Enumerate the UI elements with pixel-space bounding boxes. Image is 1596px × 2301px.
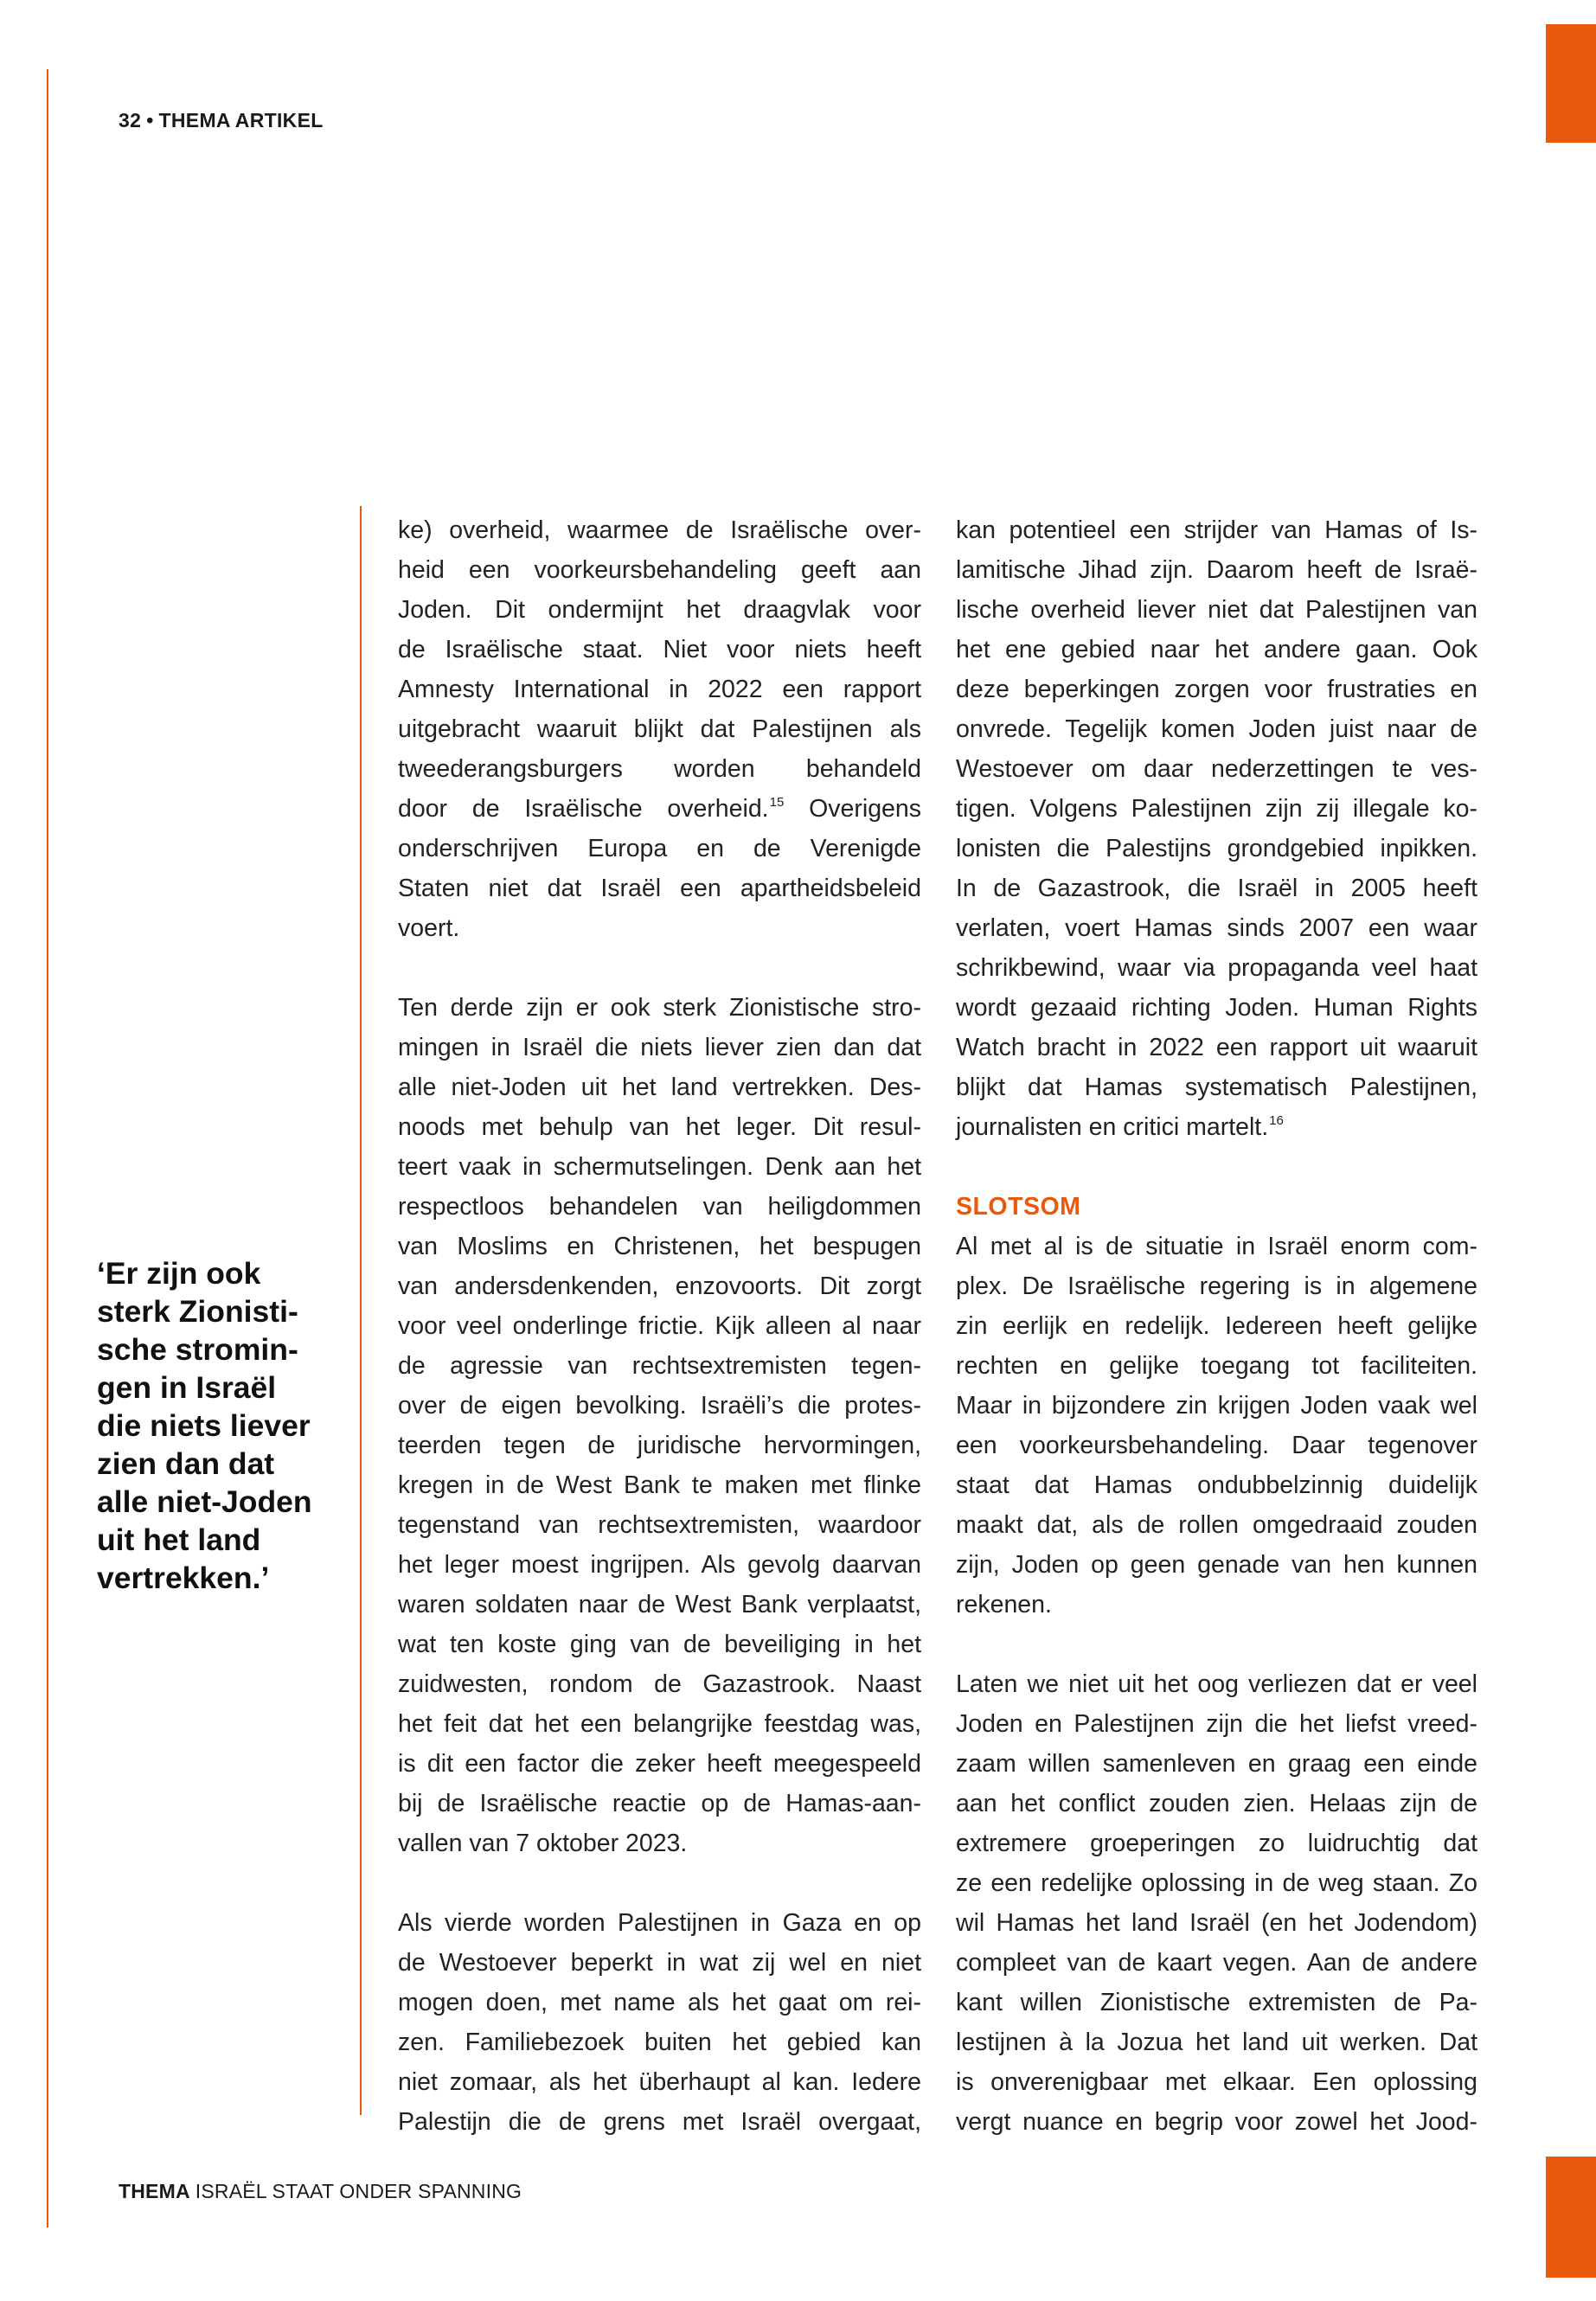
- text-line: Amnesty International in 2022 een rapport: [398, 676, 921, 703]
- text-line: verlaten, voert Hamas sinds 2007 een waar: [956, 914, 1477, 942]
- text-line: lische overheid liever niet dat Palestijnen van: [956, 596, 1477, 624]
- text-line: waren soldaten naar de West Bank verplaatst,: [398, 1591, 921, 1618]
- magazine-name: THEMA: [119, 2180, 190, 2202]
- text-line: lestijnen à la Jozua het land uit werken. Dat: [956, 2029, 1477, 2056]
- text-line: uitgebracht waaruit blijkt dat Palestijnen als: [398, 715, 921, 743]
- text-line: Westoever om daar nederzettingen te ves-: [956, 755, 1477, 783]
- text-line: ze een redelijke oplossing in de weg staan. Zo: [956, 1869, 1477, 1897]
- text-line: compleet van de kaart vegen. Aan de andere: [956, 1949, 1477, 1977]
- pull-quote-line: uit het land: [97, 1522, 261, 1557]
- text-line: van andersdenkenden, enzovoorts. Dit zorgt: [398, 1272, 921, 1300]
- text-line: zin eerlijk en redelijk. Iedereen heeft gelijke: [956, 1312, 1477, 1340]
- section-label: THEMA ARTIKEL: [158, 109, 324, 131]
- paragraph: [398, 1903, 921, 2142]
- text-line: alle niet-Joden uit het land vertrekken. Des-: [398, 1074, 921, 1101]
- text-line: het feit dat het een belangrijke feestdag was,: [398, 1710, 921, 1738]
- text-line: over de eigen bevolking. Israëli’s die protes-: [398, 1392, 921, 1420]
- text-line: Al met al is de situatie in Israël enorm com-: [956, 1233, 1477, 1260]
- pull-quote-line: gen in Israël: [97, 1370, 277, 1405]
- orange-edge-tab-bottom: [1546, 2157, 1596, 2278]
- paragraph: [956, 1664, 1477, 2142]
- text-line: de Westoever beperkt in wat zij wel en niet: [398, 1949, 921, 1977]
- issue-title: ISRAËL STAAT ONDER SPANNING: [195, 2180, 522, 2202]
- text-line: het ene gebied naar het andere gaan. Ook: [956, 636, 1477, 663]
- pull-quote-line: die niets liever: [97, 1408, 311, 1443]
- text-line: kregen in de West Bank te maken met flinke: [398, 1471, 921, 1499]
- text-line: Joden. Dit ondermijnt het draagvlak voor: [398, 596, 921, 624]
- text-line: tigen. Volgens Palestijnen zijn zij illegale ko-: [956, 795, 1477, 823]
- paragraph: [956, 510, 1477, 1147]
- text-line: wordt gezaaid richting Joden. Human Rights: [956, 994, 1477, 1022]
- text-line: Laten we niet uit het oog verliezen dat er veel: [956, 1670, 1477, 1698]
- paragraph: [956, 1227, 1477, 1625]
- column-divider-rule: [360, 506, 362, 2115]
- text-line-with-footnote: [398, 789, 921, 829]
- text-line: niet zomaar, als het überhaupt al kan. Iedere: [398, 2068, 921, 2096]
- text-line: vergt nuance en begrip voor zowel het Jood-: [956, 2108, 1477, 2136]
- text-line: rekenen.: [956, 1591, 1052, 1618]
- text-line: Joden en Palestijnen zijn die het liefst vreed-: [956, 1710, 1477, 1738]
- text-line: zuidwesten, rondom de Gazastrook. Naast: [398, 1670, 921, 1698]
- pull-quote-line: ‘Er zijn ook: [97, 1256, 261, 1291]
- right-column: [956, 510, 1477, 2142]
- text-line: de agressie van rechtsextremisten tegen-: [398, 1352, 921, 1380]
- pull-quote-line: alle niet-Joden: [97, 1484, 312, 1519]
- text-fragment: door de Israëlische overheid.: [398, 795, 769, 823]
- text-line: van Moslims en Christenen, het bespugen: [398, 1233, 921, 1260]
- text-line: heid een voorkeursbehandeling geeft aan: [398, 556, 921, 584]
- text-line: Ten derde zijn er ook sterk Zionistische stro-: [398, 994, 921, 1022]
- text-line: is onverenigbaar met elkaar. Een oplossing: [956, 2068, 1477, 2096]
- running-head: [119, 107, 324, 133]
- text-line: mogen doen, met name als het gaat om rei-: [398, 1989, 921, 2016]
- text-line: de Israëlische staat. Niet voor niets heeft: [398, 636, 921, 663]
- text-line: schrikbewind, waar via propaganda veel haat: [956, 954, 1477, 982]
- orange-edge-tab-top: [1546, 24, 1596, 143]
- text-line: rechten en gelijke toegang tot faciliteiten.: [956, 1352, 1477, 1380]
- text-line: teert vaak in schermutselingen. Denk aan het: [398, 1153, 921, 1181]
- text-line: zijn, Joden op geen genade van hen kunnen: [956, 1551, 1477, 1579]
- text-line: voor veel onderlinge frictie. Kijk alleen al naar: [398, 1312, 921, 1340]
- text-line: lonisten die Palestijns grondgebied inpikken.: [956, 835, 1477, 862]
- left-margin-rule: [47, 69, 48, 2227]
- text-line: lamitische Jihad zijn. Daarom heeft de Israë-: [956, 556, 1477, 584]
- text-line: Watch bracht in 2022 een rapport uit waaruit: [956, 1034, 1477, 1061]
- text-line: vallen van 7 oktober 2023.: [398, 1830, 688, 1857]
- text-line-with-footnote: [956, 1107, 1477, 1147]
- text-fragment: Overigens: [809, 795, 922, 823]
- text-line: bij de Israëlische reactie op de Hamas-aan-: [398, 1790, 921, 1817]
- text-line: extremere groeperingen zo luidruchtig dat: [956, 1830, 1477, 1857]
- middle-column: [398, 510, 921, 2142]
- text-line: maakt dat, als de rollen omgedraaid zouden: [956, 1511, 1477, 1539]
- text-line: teerden tegen de juridische hervormingen,: [398, 1432, 921, 1459]
- text-line: deze beperkingen zorgen voor frustraties en: [956, 676, 1477, 703]
- text-line: zen. Familiebezoek buiten het gebied kan: [398, 2029, 921, 2056]
- text-line: blijkt dat Hamas systematisch Palestijnen,: [956, 1074, 1477, 1101]
- pull-quote-line: zien dan dat: [97, 1446, 275, 1481]
- text-line: tegenstand van rechtsextremisten, waardoor: [398, 1511, 921, 1539]
- text-line: het leger moest ingrijpen. Als gevolg daarvan: [398, 1551, 921, 1579]
- text-line: Staten niet dat Israël een apartheidsbeleid: [398, 875, 921, 902]
- pull-quote-line: sterk Zionisti-: [97, 1294, 298, 1329]
- text-line: Maar in bijzondere zin krijgen Joden vaak wel: [956, 1392, 1477, 1420]
- text-fragment: journalisten en critici martelt.: [956, 1113, 1269, 1141]
- page-number: 32: [119, 109, 142, 131]
- text-line: plex. De Israëlische regering is in algemene: [956, 1272, 1477, 1300]
- text-line: Palestijn die de grens met Israël overgaat,: [398, 2108, 921, 2136]
- text-line: een voorkeursbehandeling. Daar tegenover: [956, 1432, 1477, 1459]
- text-line: In de Gazastrook, die Israël in 2005 heeft: [956, 875, 1477, 902]
- pull-quote-line: vertrekken.’: [97, 1561, 270, 1595]
- text-line: onderschrijven Europa en de Verenigde: [398, 835, 921, 862]
- text-line: tweederangsburgers worden behandeld: [398, 755, 921, 783]
- footnote-marker: 16: [1269, 1113, 1284, 1128]
- text-line: ke) overheid, waarmee de Israëlische over-: [398, 516, 921, 544]
- running-footer: [119, 2178, 522, 2204]
- text-line: staat dat Hamas ondubbelzinnig duidelijk: [956, 1471, 1477, 1499]
- text-line: aan het conflict zouden zien. Helaas zijn de: [956, 1790, 1477, 1817]
- text-line: wil Hamas het land Israël (en het Jodendom): [956, 1909, 1477, 1937]
- text-line: kan potentieel een strijder van Hamas of Is-: [956, 516, 1477, 544]
- text-line: noods met behulp van het leger. Dit resul-: [398, 1113, 921, 1141]
- text-line: voert.: [398, 914, 460, 942]
- text-line: wat ten koste ging van de beveiliging in het: [398, 1631, 921, 1658]
- text-line: kant willen Zionistische extremisten de Pa-: [956, 1989, 1477, 2016]
- text-line: Als vierde worden Palestijnen in Gaza en op: [398, 1909, 921, 1937]
- text-line: respectloos behandelen van heiligdommen: [398, 1193, 921, 1221]
- paragraph: [398, 988, 921, 1863]
- paragraph: [398, 510, 921, 948]
- text-line: onvrede. Tegelijk komen Joden juist naar de: [956, 715, 1477, 743]
- pull-quote: [97, 1254, 335, 1597]
- text-line: zaam willen samenleven en graag een einde: [956, 1750, 1477, 1778]
- header-separator: •: [146, 109, 154, 131]
- text-line: is dit een factor die zeker heeft meegespeeld: [398, 1750, 921, 1778]
- pull-quote-line: sche stromin-: [97, 1332, 298, 1367]
- footnote-marker: 15: [769, 795, 785, 810]
- text-line: mingen in Israël die niets liever zien dan dat: [398, 1034, 921, 1061]
- section-heading: SLOTSOM: [956, 1193, 1081, 1221]
